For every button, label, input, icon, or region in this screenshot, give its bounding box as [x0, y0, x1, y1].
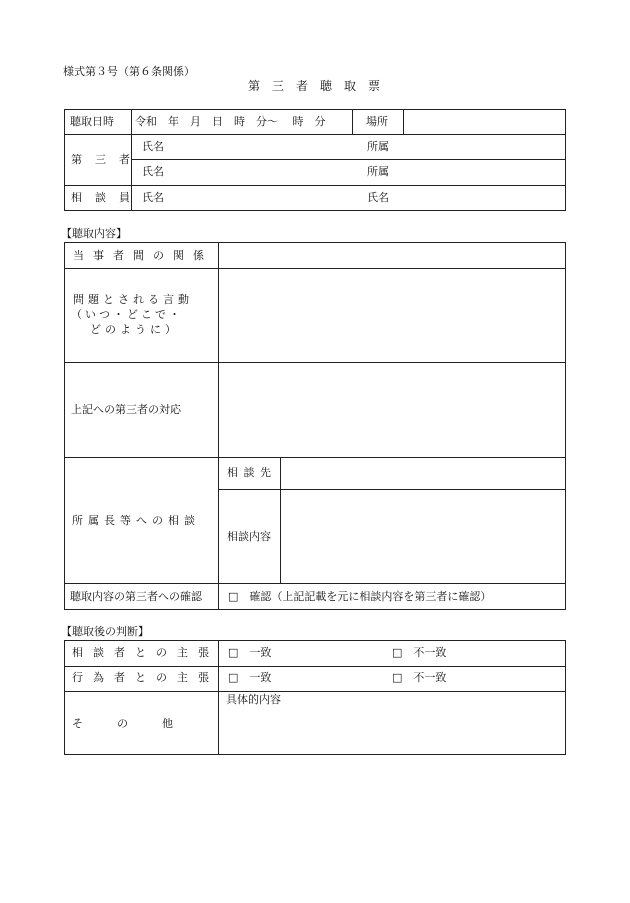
third-party-name-label-2: 氏名: [142, 165, 164, 178]
other-label: そ の 他: [72, 717, 177, 730]
date-label: 聴取日時: [70, 115, 114, 128]
consultee-match-checkbox[interactable]: □ 一致: [228, 646, 272, 659]
consult-label: 所属長等への相談: [72, 514, 200, 527]
relation-field[interactable]: [220, 244, 564, 267]
consult-destination-field[interactable]: [282, 459, 564, 488]
form-number: 様式第３号（第６条関係）: [63, 65, 195, 78]
relation-label: 当事者間の関係: [73, 249, 213, 262]
issue-field[interactable]: [220, 270, 564, 361]
third-party-label: 第 三 者: [71, 153, 131, 166]
consult-destination-label: 相 談 先: [227, 466, 272, 479]
place-field[interactable]: [405, 111, 563, 133]
confirm-label: 聴取内容の第三者への確認: [70, 590, 202, 603]
actor-claim-label: 行為者との主張: [72, 671, 219, 684]
consult-content-label: 相談内容: [227, 530, 271, 543]
response-field[interactable]: [220, 364, 564, 456]
response-label: 上記への第三者の対応: [71, 403, 181, 416]
actor-match-checkbox[interactable]: □ 一致: [228, 671, 272, 684]
issue-label-line1: 問題とされる言動: [73, 293, 193, 306]
other-detail-label: 具体的内容: [226, 693, 281, 706]
consultant-label: 相 談 員: [71, 191, 131, 204]
content-section-heading: 【聴取内容】: [61, 227, 127, 240]
consultant-name-label-2: 氏名: [367, 191, 389, 204]
consultant-name-label-1: 氏名: [142, 191, 164, 204]
third-party-affiliation-label-1: 所属: [367, 140, 389, 153]
consultee-mismatch-checkbox[interactable]: □ 不一致: [392, 646, 447, 659]
judgment-section-heading: 【聴取後の判断】: [61, 625, 149, 638]
date-field[interactable]: 令和 年 月 日 時 分～ 時 分: [135, 115, 326, 128]
other-detail-field[interactable]: [220, 708, 564, 753]
confirm-checkbox[interactable]: □ 確認（上記記載を元に相談内容を第三者に確認）: [228, 590, 492, 603]
actor-mismatch-checkbox[interactable]: □ 不一致: [392, 671, 447, 684]
page-title: 第 三 者 聴 取 票: [248, 79, 381, 93]
third-party-affiliation-label-2: 所属: [367, 165, 389, 178]
third-party-name-label-1: 氏名: [142, 140, 164, 153]
consult-content-field[interactable]: [282, 491, 564, 582]
issue-label-line3: どのように）: [90, 323, 180, 336]
issue-label-line2: （いつ・どこで・: [71, 308, 183, 321]
consultee-claim-label: 相談者との主張: [72, 646, 219, 659]
place-label: 場所: [366, 115, 388, 128]
